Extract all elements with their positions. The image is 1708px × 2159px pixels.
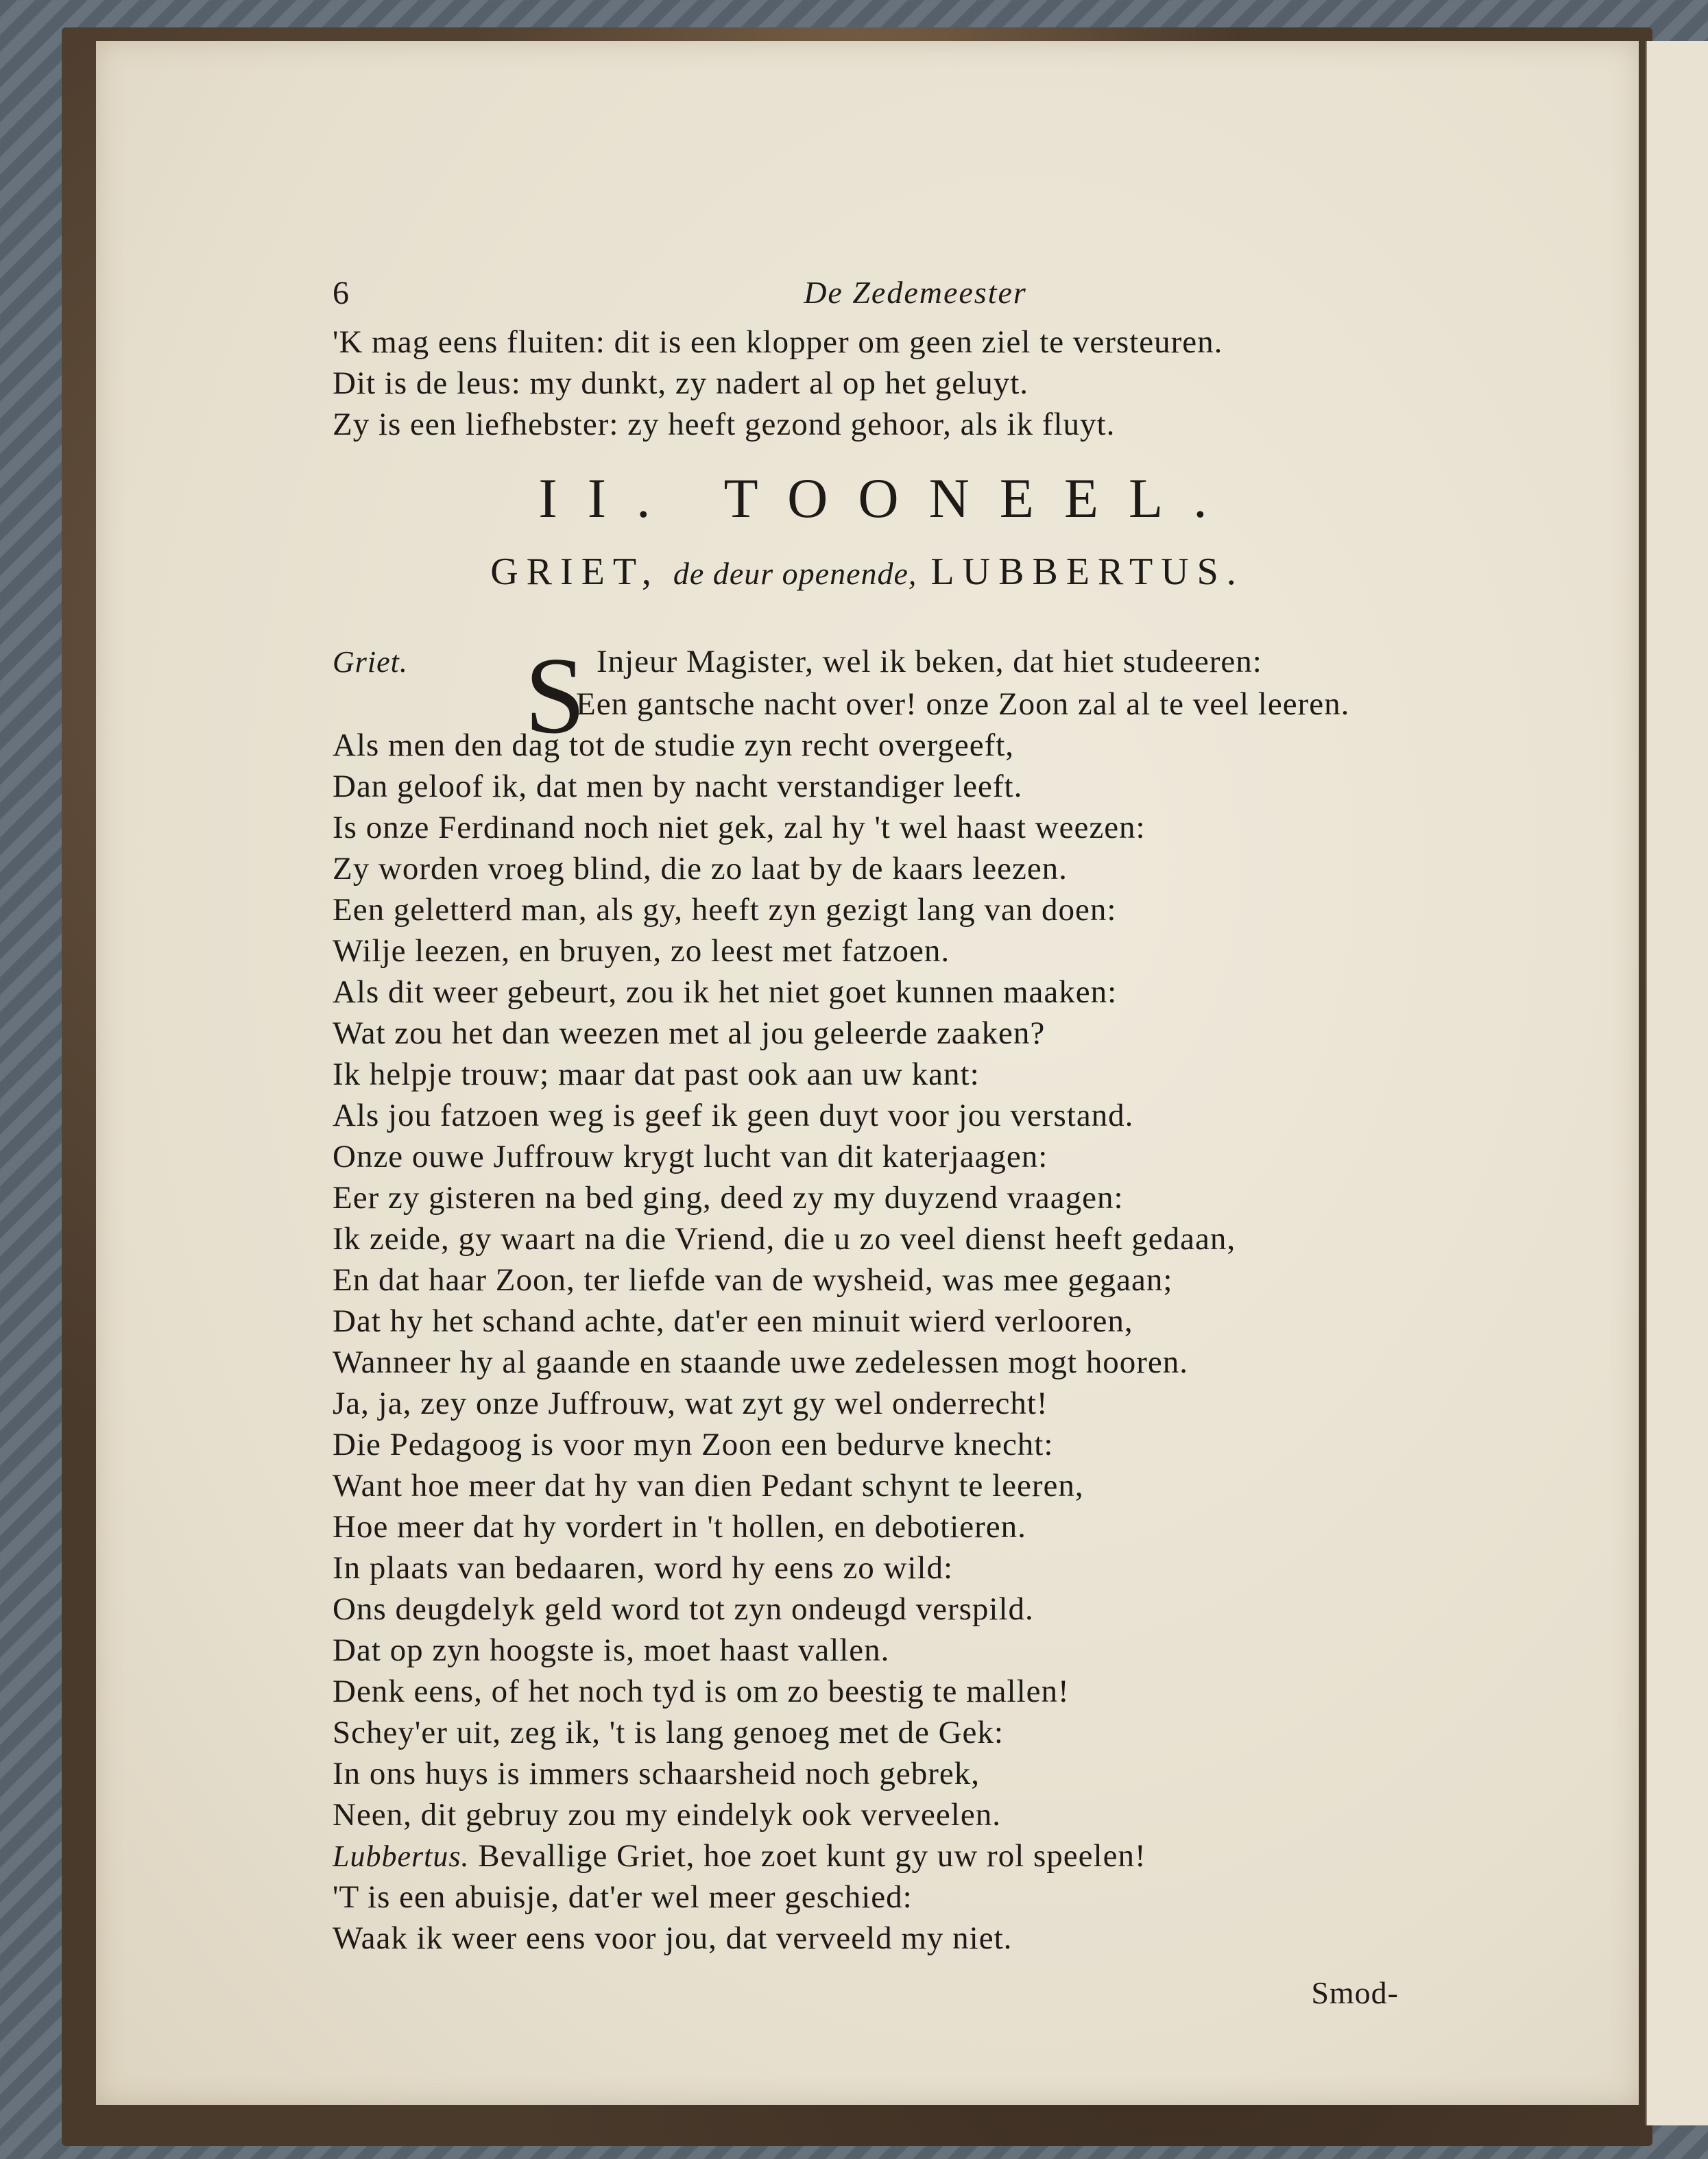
speech-line: Want hoe meer dat hy van dien Pedant schynt te leeren, <box>333 1468 1084 1504</box>
page-text <box>96 41 1639 2105</box>
opening-line: Dit is de leus: my dunkt, zy nadert al op het geluyt. <box>333 365 1029 401</box>
opening-line: Zy is een liefhebster: zy heeft gezond gehoor, als ik fluyt. <box>333 407 1116 442</box>
catchword: Smod- <box>1311 1975 1399 2010</box>
drop-cap: S <box>525 634 586 756</box>
cast-list <box>96 550 1639 594</box>
speech-line: Als jou fatzoen weg is geef ik geen duyt voor jou verstand. <box>333 1098 1134 1133</box>
cast-griet: GRIET, <box>490 551 660 593</box>
speech-line: Als dit weer gebeurt, zou ik het niet goet kunnen maaken: <box>333 974 1118 1010</box>
speech-line: Dat op zyn hoogste is, moet haast vallen. <box>333 1632 890 1668</box>
running-head: De Zedemeester <box>804 275 1027 310</box>
speech-line: Waak ik weer eens voor jou, dat verveeld my niet. <box>333 1920 1013 1956</box>
speech-line: Als men den dag tot de studie zyn recht overgeeft, <box>333 727 1015 763</box>
speech-line: Denk eens, of het noch tyd is om zo beestig te mallen! <box>333 1674 1070 1709</box>
cast-lubbertus: LUBBERTUS. <box>930 551 1244 593</box>
speech-line: Neen, dit gebruy zou my eindelyk ook verveelen. <box>333 1797 1001 1833</box>
speech-line: Eer zy gisteren na bed ging, deed zy my duyzend vraagen: <box>333 1180 1124 1216</box>
speech-line: In plaats van bedaaren, word hy eens zo wild: <box>333 1550 954 1586</box>
speech-line: Hoe meer dat hy vordert in 't hollen, en debotieren. <box>333 1509 1026 1545</box>
speech-line: Schey'er uit, zeg ik, 't is lang genoeg met de Gek: <box>333 1715 1004 1750</box>
facing-page-edge <box>1646 41 1708 2125</box>
speech-line: Wanneer hy al gaande en staande uwe zedelessen mogt hooren. <box>333 1344 1188 1380</box>
speech-line: Onze ouwe Juffrouw krygt lucht van dit katerjaagen: <box>333 1139 1048 1174</box>
speech-text: Bevallige Griet, hoe zoet kunt gy uw rol speelen! <box>478 1838 1146 1874</box>
page-header <box>333 274 1498 329</box>
speech-line: Die Pedagoog is voor myn Zoon een bedurve knecht: <box>333 1427 1054 1462</box>
speech-line: In ons huys is immers schaarsheid noch gebrek, <box>333 1756 981 1792</box>
speech-line: Wat zou het dan weezen met al jou geleerde zaaken? <box>333 1015 1046 1051</box>
speech-line: Een gantsche nacht over! onze Zoon zal al te veel leeren. <box>576 686 1350 722</box>
speech-line: Zy worden vroeg blind, die zo laat by de kaars leezen. <box>333 851 1068 886</box>
speech-line: 'T is een abuisje, dat'er wel meer geschied: <box>333 1879 913 1915</box>
speech-line: Een geletterd man, als gy, heeft zyn gezigt lang van doen: <box>333 892 1117 928</box>
speech-line: Ja, ja, zey onze Juffrouw, wat zyt gy wel onderrecht! <box>333 1386 1048 1421</box>
speech-line: Is onze Ferdinand noch niet gek, zal hy 't wel haast weezen: <box>333 810 1146 845</box>
speech-line: Wilje leezen, en bruyen, zo leest met fatzoen. <box>333 933 950 969</box>
speaker-griet: Griet. <box>333 645 408 679</box>
speaker-lubbertus: Lubbertus. <box>333 1840 470 1873</box>
opening-line: 'K mag eens fluiten: dit is een klopper om geen ziel te versteuren. <box>333 324 1223 360</box>
speech-line: Dan geloof ik, dat men by nacht verstandiger leeft. <box>333 769 1023 804</box>
page-number: 6 <box>333 275 349 311</box>
speech-line-lubbertus <box>333 1837 1146 1874</box>
speech-line: Ik helpje trouw; maar dat past ook aan uw kant: <box>333 1057 980 1092</box>
book-page <box>96 41 1639 2105</box>
speech-line: Dat hy het schand achte, dat'er een minuit wierd verlooren, <box>333 1303 1133 1339</box>
stage-direction: de deur openende, <box>673 556 917 591</box>
speech-line: En dat haar Zoon, ter liefde van de wysheid, was mee gegaan; <box>333 1262 1173 1298</box>
speech-line: Ons deugdelyk geld word tot zyn ondeugd verspild. <box>333 1591 1034 1627</box>
speech-line: Injeur Magister, wel ik beken, dat hiet studeeren: <box>597 644 1262 679</box>
speech-line: Ik zeide, gy waart na die Vriend, die u zo veel dienst heeft gedaan, <box>333 1221 1236 1257</box>
scene-title: II. TOONEEL. <box>538 467 1238 529</box>
